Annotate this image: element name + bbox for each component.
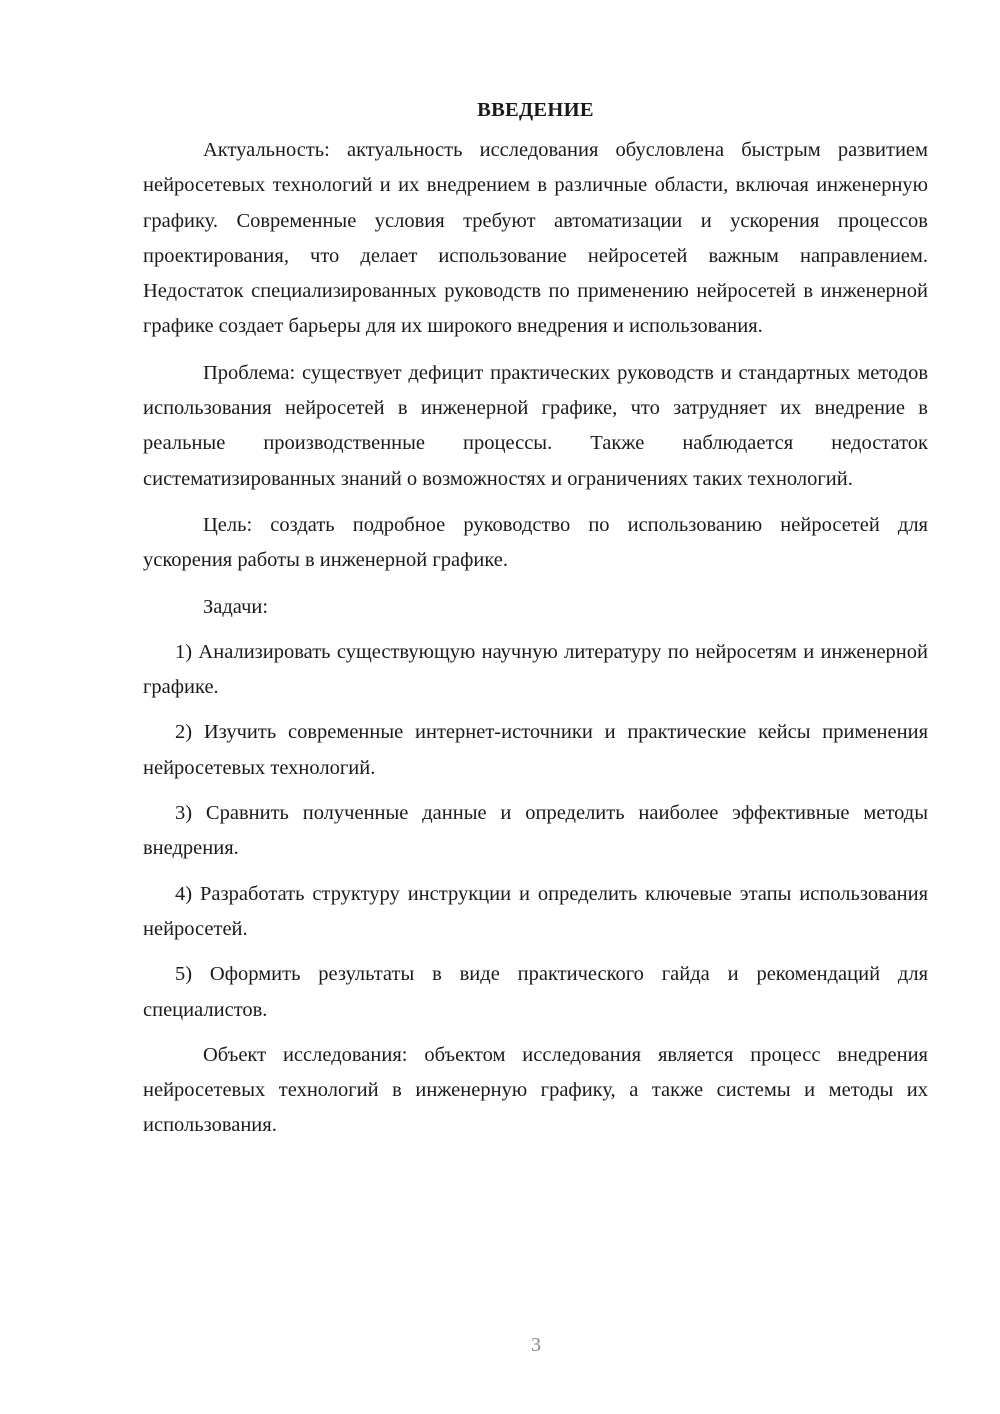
relevance-paragraph: Актуальность: актуальность исследования обусловлена быстрым развитием нейросетевых технологий и их внедрением в различные области, включая инженерную графику. Современные условия требуют автоматизации и ускорения процессов проектирования, что делает использование нейросетей важным направлением. Недостаток специализированных руководств по применению нейросетей в инженерной графике создает барьеры для их широкого внедрения и использования.	[143, 139, 928, 338]
task-item-3: 3) Сравнить полученные данные и определить наиболее эффективные методы внедрения.	[143, 802, 928, 860]
document-page	[143, 96, 928, 1155]
task-item-4: 4) Разработать структуру инструкции и определить ключевые этапы использования нейросетей.	[143, 882, 928, 940]
tasks-heading: Задачи:	[203, 595, 269, 618]
object-paragraph: Объект исследования: объектом исследования является процесс внедрения нейросетевых технологий в инженерную графику, а также системы и методы их использования.	[143, 1043, 928, 1137]
section-title: ВВЕДЕНИЕ	[477, 99, 594, 121]
task-item-5: 5) Оформить результаты в виде практического гайда и рекомендаций для специалистов.	[143, 963, 928, 1021]
problem-paragraph: Проблема: существует дефицит практических руководств и стандартных методов использования нейросетей в инженерной графике, что затрудняет их внедрение в реальные производственные процессы. Также наблюдается недостаток систематизированных знаний о возможностях и ограничениях таких технологий.	[143, 361, 928, 490]
page-number: 3	[531, 1334, 541, 1356]
goal-paragraph: Цель: создать подробное руководство по использованию нейросетей для ускорения работы в инженерной графике.	[143, 513, 928, 572]
task-item-2: 2) Изучить современные интернет-источники и практические кейсы применения нейросетевых технологий.	[143, 721, 928, 779]
task-item-1: 1) Анализировать существующую научную литературу по нейросетям и инженерной графике.	[143, 640, 928, 699]
